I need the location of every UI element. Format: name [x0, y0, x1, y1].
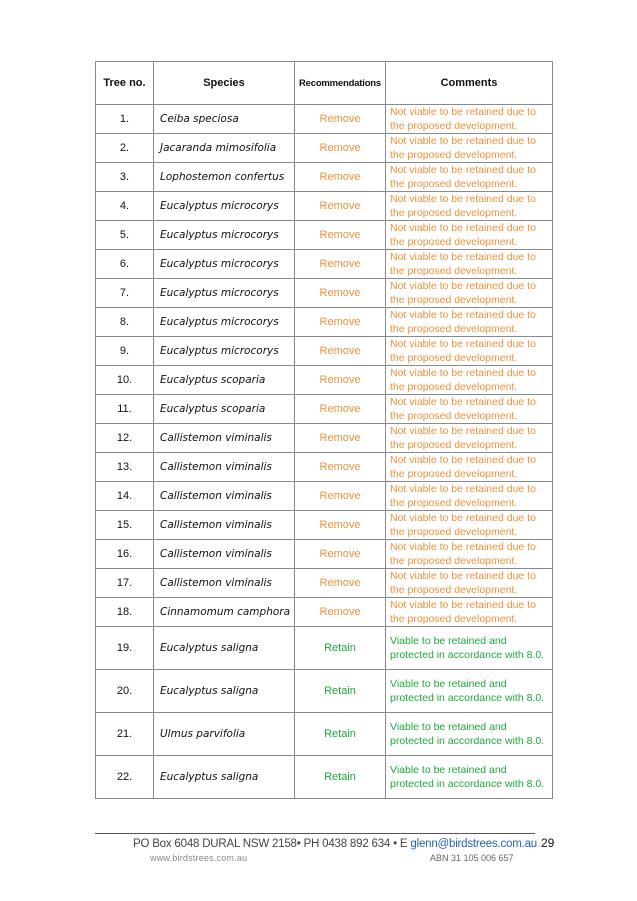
- table-row: [96, 482, 553, 511]
- species-cell: Callistemon viminalis: [154, 453, 295, 482]
- tree-number-cell: 1.: [96, 105, 154, 134]
- comment-cell: Not viable to be retained due to the proposed development.: [386, 482, 553, 511]
- species-cell: Eucalyptus saligna: [154, 756, 295, 799]
- tree-number-cell: 11.: [96, 395, 154, 424]
- species-cell: Eucalyptus microcorys: [154, 250, 295, 279]
- tree-number-cell: 17.: [96, 569, 154, 598]
- table-row: [96, 250, 553, 279]
- tree-number-cell: 7.: [96, 279, 154, 308]
- tree-number-cell: 3.: [96, 163, 154, 192]
- footer-divider: [95, 833, 535, 834]
- footer-website-link[interactable]: www.birdstrees.com.au: [150, 853, 248, 863]
- comment-cell: Not viable to be retained due to the proposed development.: [386, 395, 553, 424]
- table-row: [96, 670, 553, 713]
- tree-number-cell: 15.: [96, 511, 154, 540]
- table-row: [96, 308, 553, 337]
- tree-number-cell: 16.: [96, 540, 154, 569]
- header-recommendations: Recommendations: [295, 62, 386, 105]
- recommendation-cell: Remove: [295, 395, 386, 424]
- recommendation-cell: Remove: [295, 540, 386, 569]
- species-cell: Callistemon viminalis: [154, 569, 295, 598]
- recommendation-cell: Remove: [295, 424, 386, 453]
- recommendation-cell: Remove: [295, 192, 386, 221]
- tree-number-cell: 6.: [96, 250, 154, 279]
- comment-cell: Not viable to be retained due to the proposed development.: [386, 337, 553, 366]
- tree-number-cell: 13.: [96, 453, 154, 482]
- comment-cell: Not viable to be retained due to the proposed development.: [386, 511, 553, 540]
- footer-address-text: PO Box 6048 DURAL NSW 2158• PH 0438 892 634 • E: [133, 838, 411, 850]
- species-cell: Lophostemon confertus: [154, 163, 295, 192]
- tree-number-cell: 9.: [96, 337, 154, 366]
- table-row: [96, 134, 553, 163]
- recommendation-cell: Retain: [295, 756, 386, 799]
- tree-number-cell: 20.: [96, 670, 154, 713]
- table-row: [96, 395, 553, 424]
- species-cell: Eucalyptus scoparia: [154, 395, 295, 424]
- species-cell: Callistemon viminalis: [154, 482, 295, 511]
- recommendation-cell: Remove: [295, 279, 386, 308]
- species-cell: Jacaranda mimosifolia: [154, 134, 295, 163]
- species-cell: Eucalyptus microcorys: [154, 337, 295, 366]
- table-row: [96, 453, 553, 482]
- tree-number-cell: 18.: [96, 598, 154, 627]
- comment-cell: Not viable to be retained due to the proposed development.: [386, 250, 553, 279]
- comment-cell: Not viable to be retained due to the proposed development.: [386, 105, 553, 134]
- page-number: 29: [541, 836, 555, 850]
- recommendation-cell: Remove: [295, 366, 386, 395]
- header-species: Species: [154, 62, 295, 105]
- table-body: [96, 105, 553, 799]
- species-cell: Cinnamomum camphora: [154, 598, 295, 627]
- recommendation-cell: Remove: [295, 250, 386, 279]
- recommendation-cell: Retain: [295, 670, 386, 713]
- tree-number-cell: 4.: [96, 192, 154, 221]
- recommendation-cell: Remove: [295, 134, 386, 163]
- species-cell: Eucalyptus saligna: [154, 627, 295, 670]
- comment-cell: Not viable to be retained due to the proposed development.: [386, 279, 553, 308]
- tree-recommendations-table: [95, 61, 553, 799]
- tree-number-cell: 10.: [96, 366, 154, 395]
- comment-cell: Not viable to be retained due to the proposed development.: [386, 540, 553, 569]
- header-comments: Comments: [386, 62, 553, 105]
- table-row: [96, 511, 553, 540]
- recommendation-cell: Remove: [295, 105, 386, 134]
- table-row: [96, 105, 553, 134]
- comment-cell: Not viable to be retained due to the proposed development.: [386, 163, 553, 192]
- recommendation-cell: Remove: [295, 337, 386, 366]
- species-cell: Eucalyptus scoparia: [154, 366, 295, 395]
- comment-cell: Viable to be retained and protected in accordance with 8.0.: [386, 713, 553, 756]
- table-row: [96, 540, 553, 569]
- species-cell: Ulmus parvifolia: [154, 713, 295, 756]
- comment-cell: Not viable to be retained due to the proposed development.: [386, 308, 553, 337]
- table-row: [96, 221, 553, 250]
- table-row: [96, 192, 553, 221]
- recommendation-cell: Remove: [295, 511, 386, 540]
- recommendation-cell: Retain: [295, 713, 386, 756]
- species-cell: Eucalyptus microcorys: [154, 192, 295, 221]
- tree-number-cell: 12.: [96, 424, 154, 453]
- table-row: [96, 713, 553, 756]
- footer-abn: ABN 31 105 006 657: [430, 853, 514, 863]
- comment-cell: Not viable to be retained due to the proposed development.: [386, 134, 553, 163]
- species-cell: Eucalyptus microcorys: [154, 221, 295, 250]
- species-cell: Callistemon viminalis: [154, 540, 295, 569]
- comment-cell: Viable to be retained and protected in accordance with 8.0.: [386, 670, 553, 713]
- recommendation-cell: Remove: [295, 453, 386, 482]
- recommendation-cell: Remove: [295, 308, 386, 337]
- tree-number-cell: 8.: [96, 308, 154, 337]
- comment-cell: Not viable to be retained due to the proposed development.: [386, 221, 553, 250]
- recommendation-cell: Remove: [295, 598, 386, 627]
- table-header-row: [96, 62, 553, 105]
- footer-address: [133, 838, 537, 850]
- comment-cell: Viable to be retained and protected in accordance with 8.0.: [386, 756, 553, 799]
- footer-email-link[interactable]: glenn@birdstrees.com.au: [410, 838, 538, 850]
- recommendation-cell: Remove: [295, 482, 386, 511]
- comment-cell: Not viable to be retained due to the proposed development.: [386, 598, 553, 627]
- species-cell: Eucalyptus saligna: [154, 670, 295, 713]
- tree-number-cell: 5.: [96, 221, 154, 250]
- recommendation-cell: Retain: [295, 627, 386, 670]
- tree-number-cell: 19.: [96, 627, 154, 670]
- table-row: [96, 163, 553, 192]
- species-cell: Callistemon viminalis: [154, 424, 295, 453]
- header-tree-no: Tree no.: [96, 62, 154, 105]
- tree-number-cell: 22.: [96, 756, 154, 799]
- comment-cell: Not viable to be retained due to the proposed development.: [386, 366, 553, 395]
- species-cell: Ceiba speciosa: [154, 105, 295, 134]
- table-row: [96, 598, 553, 627]
- table-row: [96, 279, 553, 308]
- table-row: [96, 424, 553, 453]
- species-cell: Eucalyptus microcorys: [154, 279, 295, 308]
- recommendation-cell: Remove: [295, 569, 386, 598]
- recommendation-cell: Remove: [295, 163, 386, 192]
- species-cell: Eucalyptus microcorys: [154, 308, 295, 337]
- table-row: [96, 337, 553, 366]
- table-row: [96, 366, 553, 395]
- table-row: [96, 627, 553, 670]
- tree-number-cell: 2.: [96, 134, 154, 163]
- recommendation-cell: Remove: [295, 221, 386, 250]
- comment-cell: Not viable to be retained due to the proposed development.: [386, 453, 553, 482]
- comment-cell: Not viable to be retained due to the proposed development.: [386, 192, 553, 221]
- tree-number-cell: 21.: [96, 713, 154, 756]
- comment-cell: Not viable to be retained due to the proposed development.: [386, 569, 553, 598]
- comment-cell: Not viable to be retained due to the proposed development.: [386, 424, 553, 453]
- table-row: [96, 756, 553, 799]
- tree-number-cell: 14.: [96, 482, 154, 511]
- species-cell: Callistemon viminalis: [154, 511, 295, 540]
- comment-cell: Viable to be retained and protected in accordance with 8.0.: [386, 627, 553, 670]
- table-row: [96, 569, 553, 598]
